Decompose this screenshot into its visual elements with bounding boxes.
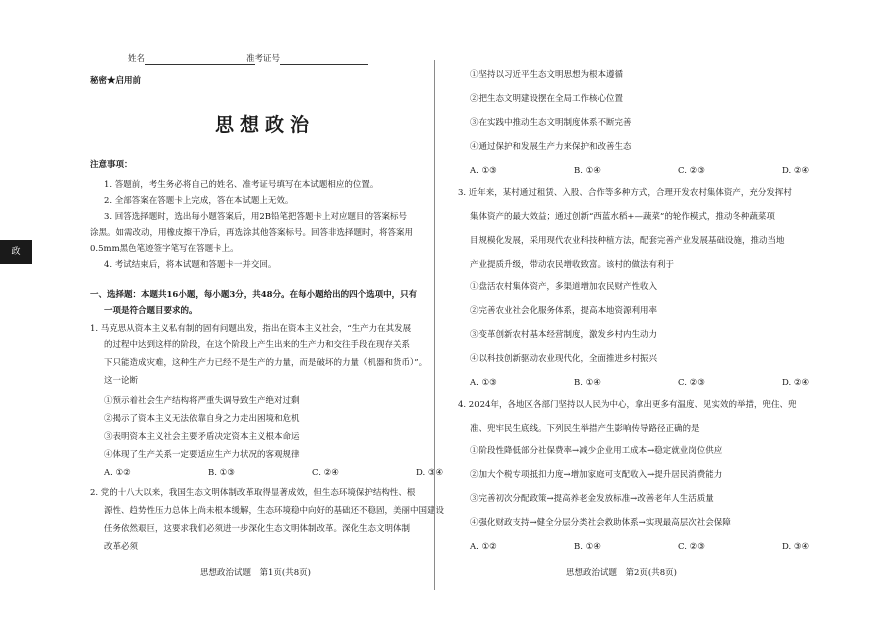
name-field[interactable]	[128, 54, 255, 65]
option-d[interactable]: D. ②④	[782, 166, 810, 176]
note-line: 0.5mm黑色笔迹签字笔写在答题卡上。	[90, 244, 239, 254]
q1-statement: ②揭示了资本主义无法依靠自身之力走出困境和危机	[104, 414, 300, 424]
q3-options	[470, 378, 870, 389]
q1-stem: 的过程中达到这样的阶段，在这个阶段上产生出来的生产力和交往手段在现存关系	[104, 340, 411, 350]
notes-heading: 注意事项：	[90, 160, 133, 170]
option-b[interactable]: B. ①④	[574, 542, 601, 552]
q1-stem: 这一论断	[104, 376, 139, 386]
q1-stem: 1. 马克思从资本主义私有制的固有问题出发，指出在资本主义社会，“生产力在其发展	[90, 324, 412, 334]
q2-stem: 2. 党的十八大以来，我国生态文明体制改革取得显著成效，但生态环境保护结构性、根	[90, 488, 416, 498]
option-a[interactable]: A. ①③	[470, 166, 497, 176]
option-a[interactable]: A. ①②	[104, 468, 131, 478]
option-a[interactable]: A. ①②	[470, 542, 497, 552]
note-line: 1. 答题前，考生务必将自己的姓名、准考证号填写在本试题相应的位置。	[104, 180, 379, 190]
exam-id-label: 准考证号	[246, 54, 281, 64]
note-line: 3. 回答选择题时，选出每小题答案后，用2B铅笔把答题卡上对应题目的答案标号	[104, 212, 407, 222]
name-label: 姓名	[128, 54, 146, 64]
q2-statement: ②把生态文明建设摆在全局工作核心位置	[470, 94, 624, 104]
q3-statement: ③变革创新农村基本经营制度，激发乡村内生动力	[470, 330, 658, 340]
option-c[interactable]: C. ②③	[678, 166, 705, 176]
q2-statement: ③在实践中推动生态文明制度体系不断完善	[470, 118, 632, 128]
section-heading: 一、选择题：本题共16小题，每小题3分，共48分。在每小题给出的四个选项中，只有	[90, 290, 418, 300]
subject-side-tab: 政	[0, 240, 32, 264]
option-c[interactable]: C. ②③	[678, 542, 705, 552]
column-divider	[434, 60, 435, 590]
q4-statement: ①阶段性降低部分社保费率→减少企业用工成本→稳定就业岗位供应	[470, 446, 723, 456]
q3-statement: ①盘活农村集体资产，多渠道增加农民财产性收入	[470, 282, 658, 292]
option-b[interactable]: B. ①④	[574, 378, 601, 388]
q2-options	[470, 166, 870, 177]
q2-statement: ④通过保护和发展生产力来保护和改善生态	[470, 142, 632, 152]
q3-stem: 产业提质升级，带动农民增收致富。该村的做法有利于	[470, 260, 675, 270]
q3-statement: ②完善农业社会化服务体系，提高本地资源利用率	[470, 306, 658, 316]
name-line	[145, 55, 255, 65]
q4-options	[470, 542, 870, 553]
q3-stem: 3. 近年来，某村通过租赁、入股、合作等多种方式，合理开发农村集体资产，充分发挥村	[458, 188, 792, 198]
note-line: 涂黑。如需改动，用橡皮擦干净后，再选涂其他答案标号。回答非选择题时，将答案用	[90, 228, 414, 238]
q4-stem: 4. 2024年，各地区各部门坚持以人民为中心，拿出更多有温度、见实效的举措，兜住、兜	[458, 400, 797, 410]
q1-statement: ①预示着社会生产结构将严重失调导致生产绝对过剩	[104, 396, 300, 406]
q4-statement: ③完善初次分配政策→提高养老金发放标准→改善老年人生活质量	[470, 494, 714, 504]
footer-right: 思想政治试题 第2页(共8页)	[566, 568, 677, 578]
footer-left: 思想政治试题 第1页(共8页)	[200, 568, 311, 578]
q3-statement: ④以科技创新驱动农业现代化，全面推进乡村振兴	[470, 354, 658, 364]
section-heading-cont: 一项是符合题目要求的。	[104, 306, 198, 316]
exam-id-field[interactable]	[246, 54, 368, 65]
q3-stem: 目规模化发展，采用现代农业科技种植方法，配套完善产业发展基础设施，推动当地	[470, 236, 785, 246]
q1-statement: ③表明资本主义社会主要矛盾决定资本主义根本命运	[104, 432, 300, 442]
q2-stem: 源性、趋势性压力总体上尚未根本缓解，生态环境稳中向好的基础还不稳固，美丽中国建设	[104, 506, 445, 516]
q2-stem: 任务依然艰巨，这要求我们必须进一步深化生态文明体制改革。深化生态文明体制	[104, 524, 411, 534]
option-b[interactable]: B. ①③	[208, 468, 235, 478]
option-b[interactable]: B. ①④	[574, 166, 601, 176]
option-d[interactable]: D. ②④	[782, 378, 810, 388]
q2-stem: 改革必须	[104, 542, 139, 552]
page-title: 思想政治	[215, 114, 316, 136]
exam-id-line	[280, 55, 368, 65]
option-d[interactable]: D. ③④	[782, 542, 810, 552]
option-c[interactable]: C. ②④	[312, 468, 339, 478]
q1-stem: 下只能造成灾难，这种生产力已经不是生产的力量，而是破坏的力量（机器和货币）”。	[104, 358, 428, 368]
q4-statement: ②加大个税专项抵扣力度→增加家庭可支配收入→提升居民消费能力	[470, 470, 723, 480]
q3-stem: 集体资产的最大效益；通过创新“西蓝水稻+—蔬菜”的轮作模式，推动冬种蔬菜项	[470, 212, 775, 222]
option-c[interactable]: C. ②③	[678, 378, 705, 388]
note-line: 2. 全部答案在答题卡上完成，答在本试题上无效。	[104, 196, 294, 206]
option-a[interactable]: A. ①③	[470, 378, 497, 388]
q1-options	[104, 468, 520, 479]
q1-statement: ④体现了生产关系一定要适应生产力状况的客观规律	[104, 450, 300, 460]
q2-statement: ①坚持以习近平生态文明思想为根本遵循	[470, 70, 624, 80]
secret-label: 秘密★启用前	[90, 76, 142, 86]
note-line: 4. 考试结束后，将本试题和答题卡一并交回。	[104, 260, 277, 270]
option-d[interactable]: D. ③④	[416, 468, 444, 478]
q4-stem: 准、兜牢民生底线。下列民生举措产生影响传导路径正确的是	[470, 424, 700, 434]
q4-statement: ④强化财政支持→健全分层分类社会救助体系→实现最高层次社会保障	[470, 518, 731, 528]
